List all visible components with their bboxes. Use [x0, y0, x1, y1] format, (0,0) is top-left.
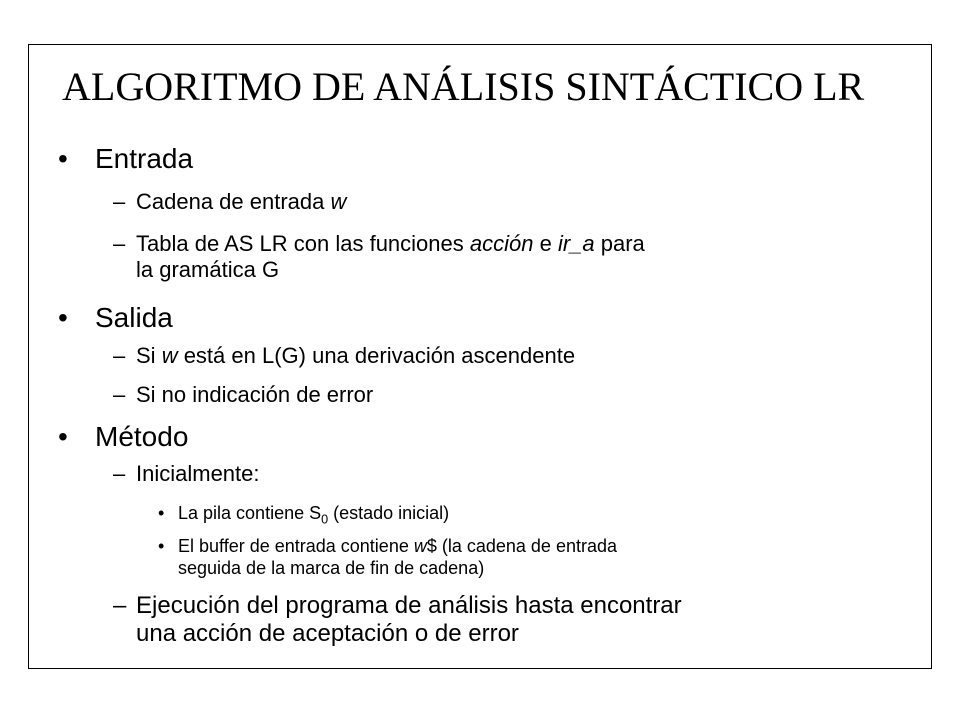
bullet-icon: •	[158, 536, 165, 556]
bullet-icon: •	[158, 503, 165, 523]
bullet-icon: •	[58, 302, 68, 333]
dash-icon: –	[113, 382, 126, 407]
heading-metodo: Método	[95, 421, 189, 452]
heading-entrada: Entrada	[95, 143, 194, 174]
dash-icon: –	[113, 231, 126, 256]
heading-salida: Salida	[95, 302, 173, 333]
dash-icon: –	[113, 592, 127, 619]
bullet-icon: •	[58, 143, 68, 174]
dash-icon: –	[113, 189, 126, 214]
dash-icon: –	[113, 343, 126, 368]
dash-icon: –	[113, 461, 126, 486]
slide-title: ALGORITMO DE ANÁLISIS SINTÁCTICO LR	[62, 64, 865, 109]
bullet-icon: •	[58, 421, 68, 452]
